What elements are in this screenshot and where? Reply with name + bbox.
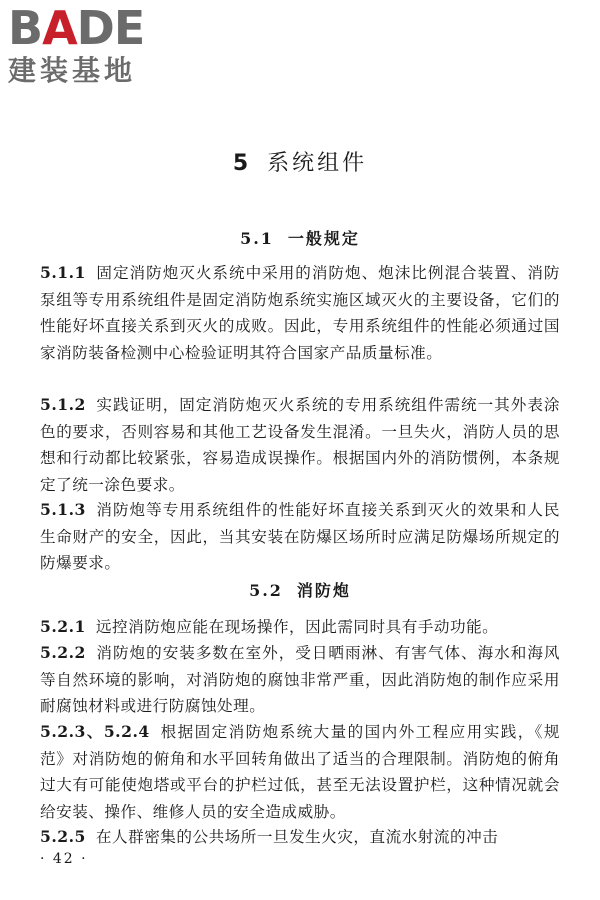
bade-logo — [8, 1, 178, 88]
clause-text: 固定消防炮灭火系统中采用的消防炮、炮沫比例混合装置、消防泵组等专用系统组件是固定消防炮系统实施区域灭火的主要设备，它们的性能好坏直接关系到灭火的成败。因此，专用系统组件的性能必须通过国家消防装备检测中心检验证明其符合国家产品质量标准。 — [40, 264, 560, 362]
clause-number: 5.2.1 — [40, 617, 86, 636]
clause-text: 实践证明，固定消防炮灭火系统的专用系统组件需统一其外表涂色的要求，否则容易和其他工艺设备发生混淆。一旦失火，消防人员的思想和行动都比较紧张，容易造成误操作。根据国内外的消防惯例，本条规定了统一涂色要求。 — [40, 396, 560, 494]
clause-number: 5.1.1 — [40, 263, 86, 282]
logo-letter-a: A — [42, 1, 77, 55]
logo-subtitle: 建装基地 — [8, 54, 137, 87]
clause-5-2-2 — [40, 640, 560, 720]
logo-letters-de: DE — [76, 1, 145, 55]
section-number: 5.1 — [240, 229, 274, 248]
chapter-title — [0, 146, 600, 177]
clause-text: 根据固定消防炮系统大量的国内外工程应用实践，《规范》对消防炮的俯角和水平回转角做出了适当的合理限制。消防炮的俯角过大有可能使炮塔或平台的护栏过低，甚至无法设置护栏，这种情况就会给安装、操作、维修人员的安全造成威胁。 — [40, 723, 560, 821]
clause-number: 5.1.2 — [40, 395, 86, 414]
clause-number: 5.2.3、5.2.4 — [40, 722, 150, 741]
section-heading-5-2 — [0, 578, 600, 601]
logo-letter-b: B — [8, 1, 43, 55]
section-heading-5-1 — [0, 226, 600, 249]
clause-number: 5.2.5 — [40, 827, 86, 846]
chapter-number: 5 — [232, 151, 252, 176]
clause-number: 5.2.2 — [40, 643, 86, 662]
clause-5-2-3-5-2-4 — [40, 719, 560, 825]
section-title: 消防炮 — [296, 581, 351, 600]
section-number: 5.2 — [249, 581, 283, 600]
logo-wordmark — [8, 1, 178, 55]
clause-5-1-1 — [40, 260, 560, 366]
clause-5-2-5 — [40, 824, 560, 851]
clause-text: 远控消防炮应能在现场操作，因此需同时具有手动功能。 — [95, 618, 499, 636]
section-title: 一般规定 — [287, 229, 360, 248]
clause-5-1-3 — [40, 497, 560, 577]
clause-text: 消防炮等专用系统组件的性能好坏直接关系到灭火的效果和人民生命财产的安全，因此，当其安装在防爆区场所时应满足防爆场所规定的防爆要求。 — [40, 501, 560, 572]
clause-5-1-2 — [40, 392, 560, 498]
clause-text: 在人群密集的公共场所一旦发生火灾，直流水射流的冲击 — [95, 828, 499, 846]
chapter-title-text: 系统组件 — [267, 151, 368, 176]
clause-text: 消防炮的安装多数在室外，受日晒雨淋、有害气体、海水和海风等自然环境的影响，对消防炮的腐蚀非常严重，因此消防炮的制作应采用耐腐蚀材料或进行防腐蚀处理。 — [40, 644, 560, 715]
clause-5-2-1 — [40, 614, 560, 641]
page-number: · 42 · — [40, 851, 88, 867]
clause-number: 5.1.3 — [40, 500, 86, 519]
